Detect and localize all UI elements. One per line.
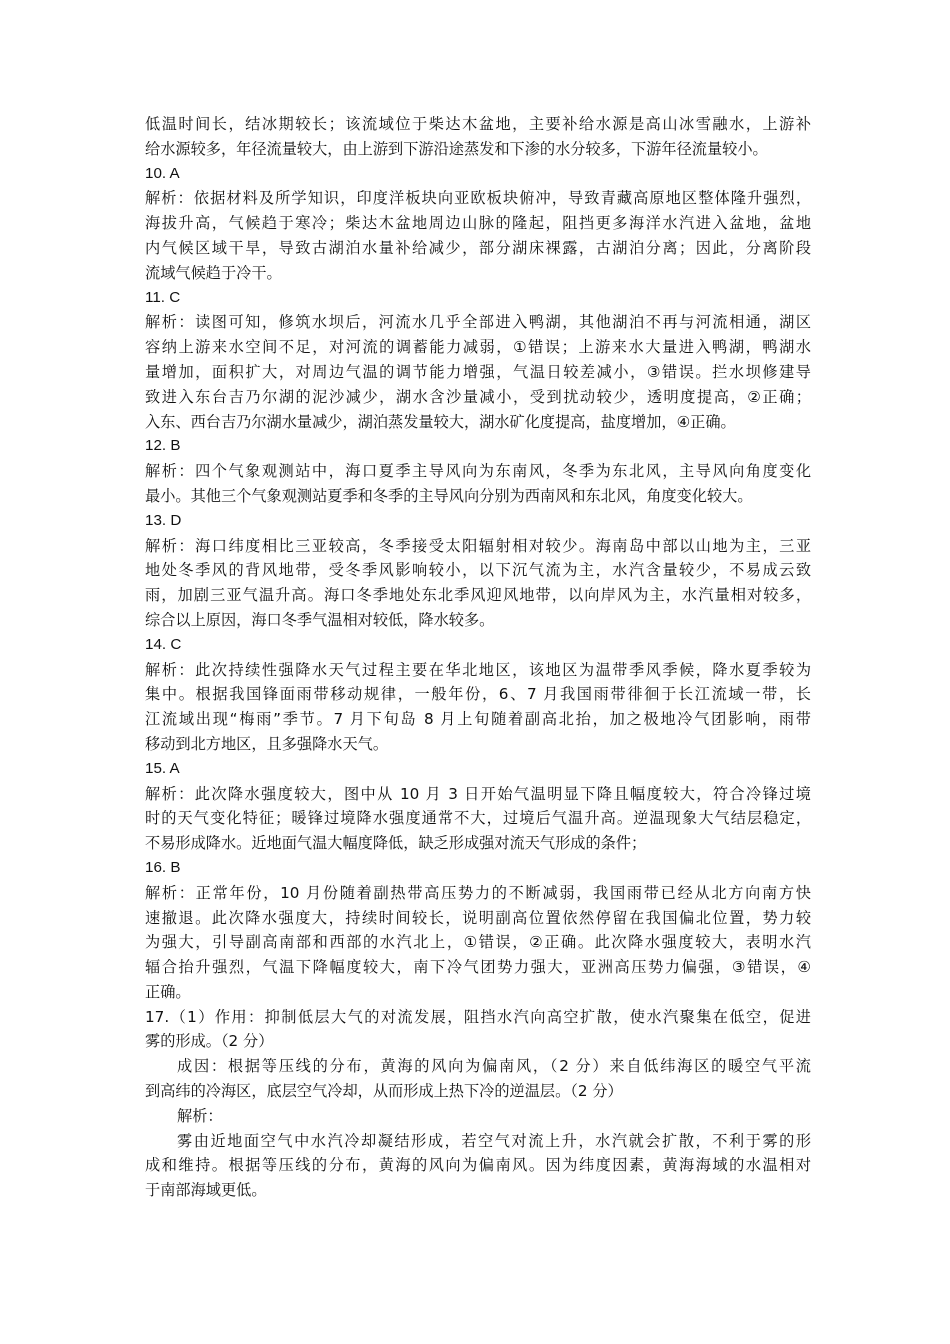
answer-line: 11. C: [145, 288, 181, 306]
text-line: 解析：: [177, 1106, 223, 1125]
text-line: 给水源较多，年径流量较大，由上游到下游沿途蒸发和下渗的水分较多，下游年径流量较小。: [145, 139, 768, 158]
answer-line: 13. D: [145, 511, 182, 529]
text-line: 集中。根据我国锋面雨带移动规律，一般年份，6、7 月我国雨带徘徊于长江流域一带，长: [145, 685, 811, 704]
answer-line: 14. C: [145, 635, 182, 653]
text-line: 雨，加剧三亚气温升高。海口冬季地处东北季风迎风地带，以向岸风为主，水汽量相对较多，: [145, 586, 811, 605]
text-line: 解析：正常年份，10 月份随着副热带高压势力的不断减弱，我国雨带已经从北方向南方快: [145, 883, 811, 902]
document-page: [145, 112, 811, 1203]
text-line: 解析：此次降水强度较大，图中从 10 月 3 日开始气温明显下降且幅度较大，符合冷锋过境: [145, 784, 811, 803]
text-line: 最小。其他三个气象观测站夏季和冬季的主导风向分别为西南风和东北风，角度变化较大。: [145, 486, 753, 505]
text-line: 地处冬季风的背风地带，受冬季风影响较小，以下沉气流为主，水汽含量较少，不易成云致: [145, 561, 811, 580]
text-line: 成因：根据等压线的分布，黄海的风向为偏南风，（2 分）来自低纬海区的暖空气平流: [177, 1057, 811, 1076]
text-line: 为强大，引导副高南部和西部的水汽北上，①错误，②正确。此次降水强度较大，表明水汽: [145, 933, 811, 952]
text-line: 容纳上游来水空间不足，对河流的调蓄能力减弱，①错误；上游来水大量进入鸭湖，鸭湖水: [145, 338, 811, 357]
text-line: 正确。: [145, 982, 191, 1001]
text-line: 综合以上原因，海口冬季气温相对较低，降水较多。: [145, 610, 495, 629]
text-line: 雾由近地面空气中水汽冷却凝结形成，若空气对流上升，水汽就会扩散，不利于雾的形: [177, 1131, 811, 1150]
text-line: 17.（1）作用：抑制低层大气的对流发展，阻挡水汽向高空扩散，使水汽聚集在低空，促进: [145, 1007, 811, 1026]
text-line: 量增加，面积扩大，对周边气温的调节能力增强，气温日较差减小，③错误。拦水坝修建导: [145, 362, 811, 381]
text-line: 移动到北方地区，且多强降水天气。: [145, 734, 388, 753]
text-line: 内气候区域干旱，导致古湖泊水量补给减少，部分湖床裸露，古湖泊分离；因此，分离阶段: [145, 238, 811, 257]
answer-line: 12. B: [145, 437, 181, 455]
text-line: 解析：此次持续性强降水天气过程主要在华北地区，该地区为温带季风季候，降水夏季较为: [145, 660, 811, 679]
text-line: 解析：四个气象观测站中，海口夏季主导风向为东南风，冬季为东北风，主导风向角度变化: [145, 462, 811, 481]
text-line: 解析：依据材料及所学知识，印度洋板块向亚欧板块俯冲，导致青藏高原地区整体隆升强烈，: [145, 189, 811, 208]
text-line: 速撤退。此次降水强度大，持续时间较长，说明副高位置依然停留在我国偏北位置，势力较: [145, 908, 811, 927]
text-line: 雾的形成。（2 分）: [145, 1032, 274, 1051]
answer-line: 10. A: [145, 164, 180, 182]
text-line: 流域气候趋于冷干。: [145, 263, 282, 282]
text-line: 致进入东台吉乃尔湖的泥沙减少，湖水含沙量减小，受到扰动较少，透明度提高，②正确；: [145, 387, 811, 406]
text-line: 入东、西台吉乃尔湖水量减少，湖泊蒸发量较大，湖水矿化度提高，盐度增加，④正确。: [145, 412, 736, 431]
text-line: 低温时间长，结冰期较长；该流域位于柴达木盆地，主要补给水源是高山冰雪融水，上游补: [145, 115, 811, 133]
text-line: 不易形成降水。近地面气温大幅度降低，缺乏形成强对流天气形成的条件；: [145, 834, 647, 853]
text-line: 海拔升高，气候趋于寒冷；柴达木盆地周边山脉的隆起，阻挡更多海洋水汽进入盆地，盆地: [145, 214, 811, 233]
text-line: 时的天气变化特征；暖锋过境降水强度通常不大，过境后气温升高。逆温现象大气结层稳定，: [145, 809, 811, 828]
text-line: 成和维持。根据等压线的分布，黄海的风向为偏南风。因为纬度因素，黄海海域的水温相对: [145, 1156, 811, 1175]
text-line: 到高纬的冷海区，底层空气冷却，从而形成上热下冷的逆温层。（2 分）: [145, 1082, 623, 1101]
answer-line: 15. A: [145, 759, 180, 777]
text-line: 于南部海域更低。: [145, 1181, 267, 1200]
text-line: 江流域出现“梅雨”季节。7 月下旬岛 8 月上旬随着副高北抬，加之极地冷气团影响，雨带: [145, 710, 811, 729]
text-line: 解析：海口纬度相比三亚较高，冬季接受太阳辐射相对较少。海南岛中部以山地为主，三亚: [145, 536, 811, 555]
text-line: 解析：读图可知，修筑水坝后，河流水几乎全部进入鸭湖，其他湖泊不再与河流相通，湖区: [145, 313, 811, 332]
answer-line: 16. B: [145, 858, 181, 876]
text-line: 辐合抬升强烈，气温下降幅度较大，南下冷气团势力强大，亚洲高压势力偏强，③错误，④: [145, 958, 811, 977]
